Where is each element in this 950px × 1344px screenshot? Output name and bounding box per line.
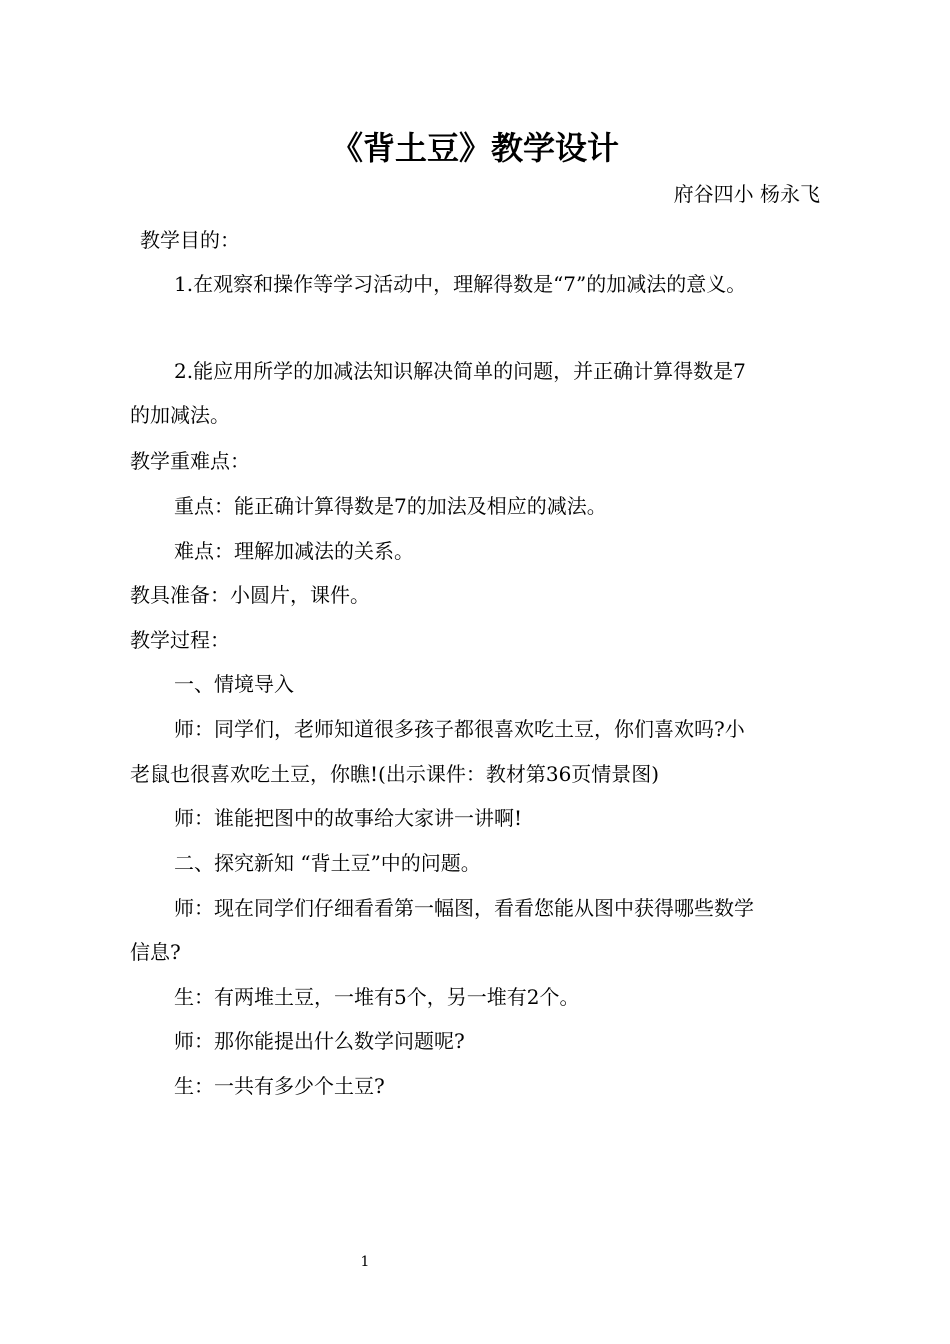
page-number: 1: [360, 1254, 370, 1270]
paragraph-line: 的加减法。: [130, 403, 230, 427]
paragraph-line: 教具准备：小圆片，课件。: [130, 583, 370, 607]
subsection-heading: 一、情境导入: [174, 672, 294, 696]
section-heading-objectives: 教学目的：: [140, 228, 240, 252]
paragraph-line: 1.在观察和操作等学习活动中，理解得数是“7”的加减法的意义。: [174, 272, 747, 296]
document-title: 《背土豆》教学设计: [330, 129, 619, 167]
paragraph-line: 师：同学们，老师知道很多孩子都很喜欢吃土豆，你们喜欢吗?小: [174, 717, 745, 741]
section-heading-key-points: 教学重难点：: [130, 449, 250, 473]
paragraph-line: 难点：理解加减法的关系。: [174, 539, 414, 563]
paragraph-line: 师：谁能把图中的故事给大家讲一讲啊!: [174, 806, 523, 830]
section-heading-process: 教学过程：: [130, 628, 230, 652]
paragraph-line: 师：现在同学们仔细看看第一幅图，看看您能从图中获得哪些数学: [174, 896, 754, 920]
paragraph-line: 师：那你能提出什么数学问题呢?: [174, 1029, 465, 1053]
subsection-heading: 二、探究新知 “背土豆”中的问题。: [174, 851, 481, 875]
paragraph-line: 生：一共有多少个土豆?: [174, 1074, 385, 1098]
paragraph-line: 重点：能正确计算得数是7的加法及相应的减法。: [174, 494, 607, 518]
paragraph-line: 老鼠也很喜欢吃土豆，你瞧!(出示课件：教材第36页情景图): [130, 762, 660, 786]
author-line: 府谷四小 杨永飞: [673, 182, 820, 206]
paragraph-line: 2.能应用所学的加减法知识解决简单的问题，并正确计算得数是7: [174, 359, 746, 383]
paragraph-line: 信息?: [130, 940, 181, 964]
paragraph-line: 生：有两堆土豆，一堆有5个，另一堆有2个。: [174, 985, 580, 1009]
